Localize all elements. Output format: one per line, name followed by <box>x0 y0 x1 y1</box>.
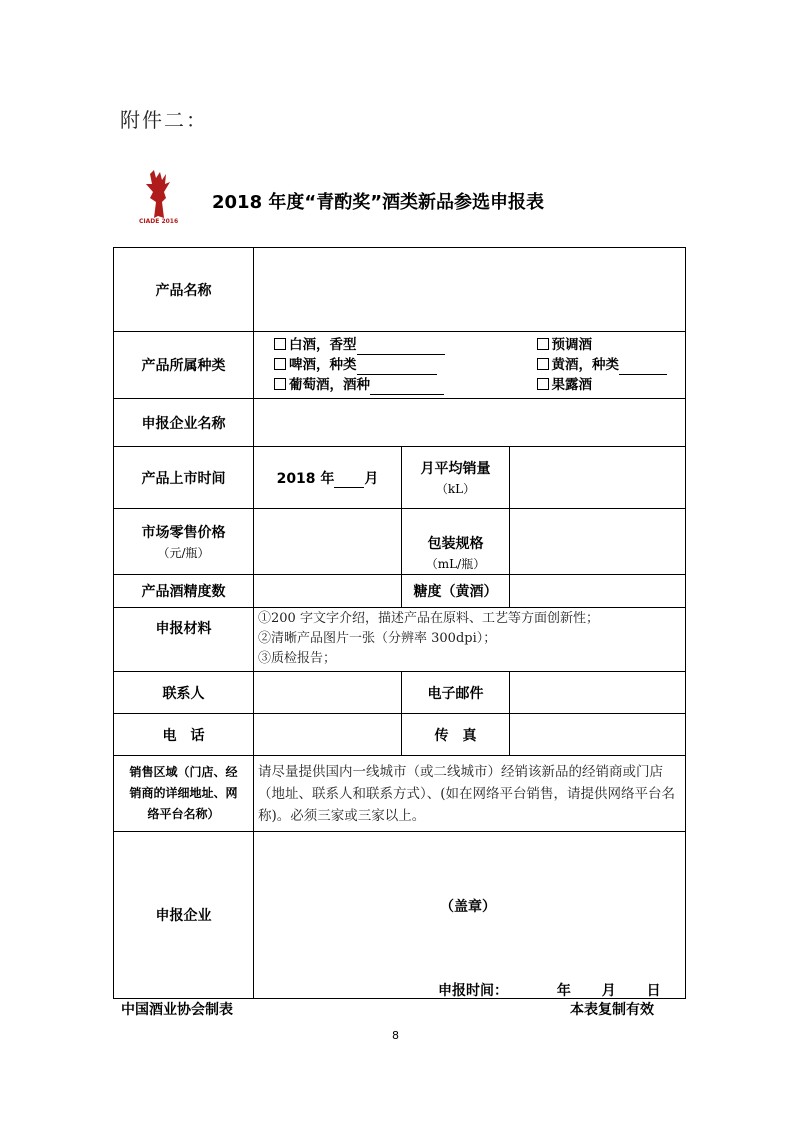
option-pijiu[interactable]: 啤酒，种类 <box>274 355 445 375</box>
row-company-name <box>114 399 686 447</box>
row-sales-area <box>114 756 686 832</box>
checkbox-icon[interactable] <box>274 338 286 350</box>
application-form-table <box>113 247 686 999</box>
option-baijiu[interactable]: 白酒，香型 <box>274 335 445 355</box>
email-label: 电子邮件 <box>402 672 510 714</box>
checkbox-icon[interactable] <box>537 358 549 370</box>
sales-area-instructions: 请尽量提供国内一线城市（或二线城市）经销该新品的经销商或门店（地址、联系人和联系方式）、(如在网络平台销售，请提供网络平台名称)。必须三家或三家以上。 <box>254 756 686 832</box>
alcohol-label: 产品酒精度数 <box>114 575 254 608</box>
row-launch-time <box>114 447 686 509</box>
launch-time-label: 产品上市时间 <box>114 447 254 509</box>
package-spec-field[interactable] <box>510 509 686 575</box>
attachment-label: 附件二： <box>120 108 208 132</box>
applicant-label: 申报企业 <box>114 832 254 999</box>
company-name-field[interactable] <box>254 399 686 447</box>
retail-price-field[interactable] <box>254 509 402 575</box>
monthly-sales-label: 月平均销量 （kL） <box>402 447 510 509</box>
row-product-name <box>114 248 686 332</box>
launch-time-field[interactable]: 2018 年 月 <box>254 447 402 509</box>
row-applicant <box>114 832 686 999</box>
row-contact <box>114 672 686 714</box>
option-putao[interactable]: 葡萄酒，酒种 <box>274 375 445 395</box>
product-name-label: 产品名称 <box>114 248 254 332</box>
checkbox-icon[interactable] <box>274 378 286 390</box>
row-alcohol <box>114 575 686 608</box>
materials-label: 申报材料 <box>114 608 254 672</box>
page-number: 8 <box>392 1029 399 1042</box>
checkbox-icon[interactable] <box>537 378 549 390</box>
checkbox-icon[interactable] <box>274 358 286 370</box>
footer-issuer: 中国酒业协会制表 <box>121 1002 233 1018</box>
product-name-field[interactable] <box>254 248 686 332</box>
logo-text: CIADE 2016 <box>139 218 179 225</box>
materials-item: ①200 字文字介绍，描述产品在原料、工艺等方面创新性； <box>258 611 599 626</box>
product-category-options <box>254 332 686 399</box>
sugar-field[interactable] <box>510 575 686 608</box>
monthly-sales-field[interactable] <box>510 447 686 509</box>
row-product-category <box>114 332 686 399</box>
alcohol-field[interactable] <box>254 575 402 608</box>
checkbox-icon[interactable] <box>537 338 549 350</box>
sales-area-label: 销售区域（门店、经 销商的详细地址、网 络平台名称） <box>114 756 254 832</box>
contact-label: 联系人 <box>114 672 254 714</box>
package-spec-label: 包装规格 （mL/瓶） <box>402 509 510 575</box>
fax-label: 传 真 <box>402 714 510 756</box>
phone-label: 电 话 <box>114 714 254 756</box>
product-category-label: 产品所属种类 <box>114 332 254 399</box>
row-phone <box>114 714 686 756</box>
materials-item: ③质检报告； <box>258 651 337 666</box>
sugar-label: 糖度（黄酒） <box>402 575 510 608</box>
applicant-seal-area[interactable] <box>254 832 686 999</box>
option-huangjiu[interactable]: 黄酒，种类 <box>537 355 668 375</box>
option-yutiao[interactable]: 预调酒 <box>537 335 668 355</box>
company-name-label: 申报企业名称 <box>114 399 254 447</box>
application-date: 申报时间： 年 月 日 <box>438 983 661 999</box>
materials-list <box>254 608 686 672</box>
seal-text: （盖章） <box>440 899 496 915</box>
form-title: 2018 年度“青酌奖”酒类新品参选申报表 <box>212 192 545 213</box>
email-field[interactable] <box>510 672 686 714</box>
footer-note: 本表复制有效 <box>570 1002 654 1018</box>
phone-field[interactable] <box>254 714 402 756</box>
row-materials <box>114 608 686 672</box>
row-retail-price <box>114 509 686 575</box>
contact-field[interactable] <box>254 672 402 714</box>
fax-field[interactable] <box>510 714 686 756</box>
materials-item: ②清晰产品图片一张（分辨率 300dpi）； <box>258 631 497 646</box>
option-guolu[interactable]: 果露酒 <box>537 375 668 395</box>
retail-price-label: 市场零售价格 （元/瓶） <box>114 509 254 575</box>
